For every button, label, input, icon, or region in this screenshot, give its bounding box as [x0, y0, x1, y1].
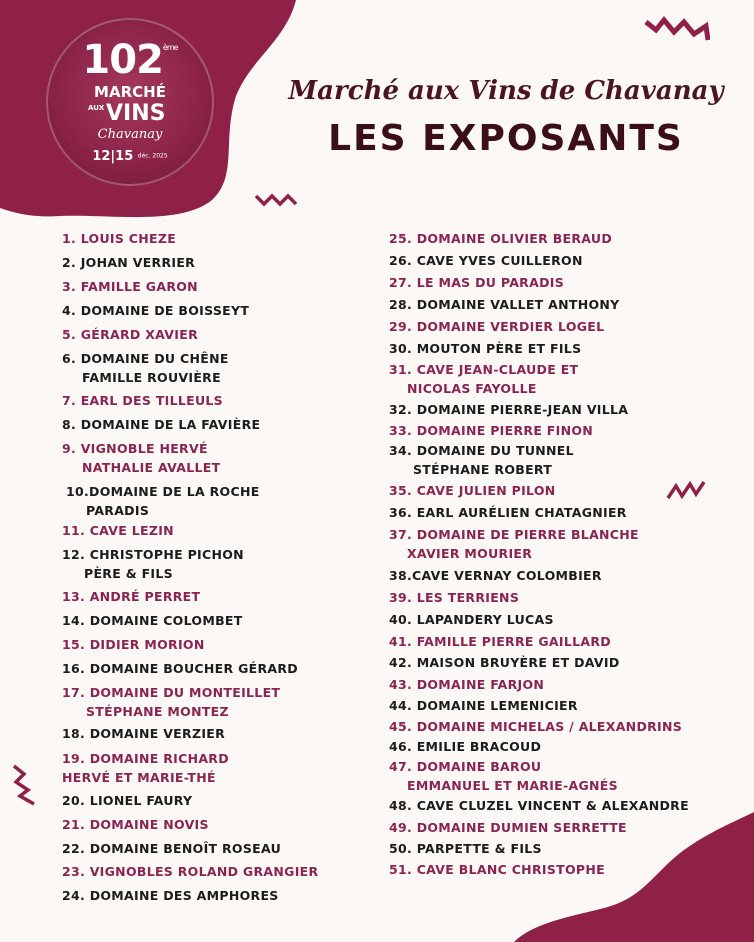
exhibitor-item [62, 521, 174, 540]
exhibitor-name: 27. LE MAS DU PARADIS [389, 275, 565, 290]
exhibitor-item [389, 696, 578, 715]
exhibitor-name: 44. DOMAINE LEMENICIER [389, 698, 578, 713]
exhibitor-name: 9. VIGNOBLE HERVÉ [62, 441, 208, 456]
logo-dates: 12|15 déc. 2025 [92, 149, 168, 164]
exhibitor-name: 45. DOMAINE MICHELAS / ALEXANDRINS [389, 719, 683, 734]
exhibitor-name: 51. CAVE BLANC CHRISTOPHE [389, 862, 605, 877]
exhibitor-item [62, 683, 280, 721]
exhibitor-item [389, 839, 542, 858]
exhibitor-item [389, 273, 564, 292]
exhibitor-item [389, 717, 682, 736]
event-logo [46, 18, 214, 186]
exhibitor-item [389, 610, 554, 629]
exhibitor-name: 22. DOMAINE BENOÎT ROSEAU [62, 841, 282, 856]
zigzag-decoration-middle [254, 192, 298, 210]
exhibitor-name: 16. DOMAINE BOUCHER GÉRARD [62, 661, 298, 676]
zigzag-decoration-right [666, 478, 706, 502]
exhibitor-name: 26. CAVE YVES CUILLERON [389, 253, 583, 268]
exhibitor-name: 29. DOMAINE VERDIER LOGEL [389, 319, 605, 334]
exhibitor-item [62, 587, 200, 606]
logo-place-text: Chavanay [97, 127, 163, 142]
zigzag-decoration-top-right [644, 16, 710, 46]
exhibitor-name: 3. FAMILLE GARON [62, 279, 198, 294]
exhibitor-item [389, 400, 628, 419]
exhibitor-name: 7. EARL DES TILLEULS [62, 393, 223, 408]
exhibitor-name: 36. EARL AURÉLIEN CHATAGNIER [389, 505, 627, 520]
exhibitor-name: 33. DOMAINE PIERRE FINON [389, 423, 594, 438]
exhibitor-name: 8. DOMAINE DE LA FAVIÈRE [62, 417, 261, 432]
exhibitor-name: 31. CAVE JEAN-CLAUDE ET [389, 362, 579, 377]
exhibitor-name: 40. LAPANDERY LUCAS [389, 612, 554, 627]
exhibitor-name: 15. DIDIER MORION [62, 637, 205, 652]
exhibitor-name: 35. CAVE JULIEN PILON [389, 483, 556, 498]
event-script-title: Marché aux Vins de Chavanay [288, 76, 724, 106]
exhibitor-item [389, 481, 556, 500]
exhibitor-item [62, 301, 249, 320]
exhibitor-name: 2. JOHAN VERRIER [62, 255, 196, 270]
exhibitor-name: 21. DOMAINE NOVIS [62, 817, 209, 832]
exhibitor-name: 34. DOMAINE DU TUNNEL [389, 443, 574, 458]
logo-marche-text: MARCHÉ [94, 83, 166, 101]
exhibitor-item [389, 632, 611, 651]
exhibitor-name: 12. CHRISTOPHE PICHON [62, 547, 244, 562]
exhibitor-name: 37. DOMAINE DE PIERRE BLANCHE [389, 527, 639, 542]
exhibitor-name: 4. DOMAINE DE BOISSEYT [62, 303, 250, 318]
exhibitor-item [62, 724, 225, 743]
exhibitor-item [62, 325, 198, 344]
exhibitor-item [62, 862, 318, 881]
exhibitor-name: 11. CAVE LEZIN [62, 523, 174, 538]
exhibitor-item [389, 503, 627, 522]
exhibitor-name: 50. PARPETTE & FILS [389, 841, 542, 856]
exhibitor-name-continued: NICOLAS FAYOLLE [407, 381, 537, 396]
exhibitor-name: 42. MAISON BRUYÈRE ET DAVID [389, 655, 620, 670]
exhibitor-item [389, 737, 541, 756]
exhibitor-item [389, 860, 605, 879]
exhibitor-name: 25. DOMAINE OLIVIER BERAUD [389, 231, 613, 246]
exhibitor-item [62, 886, 279, 905]
exhibitor-name: 10.DOMAINE DE LA ROCHE [66, 484, 260, 499]
exhibitor-item [389, 441, 574, 479]
logo-edition-number: 102ème [82, 37, 178, 83]
exhibitor-name: 5. GÉRARD XAVIER [62, 327, 199, 342]
exhibitor-name-continued: PÈRE & FILS [84, 566, 173, 581]
logo-aux-text: AUX [88, 104, 105, 112]
exhibitor-item [389, 675, 544, 694]
exhibitor-name: 20. LIONEL FAURY [62, 793, 193, 808]
page-title: LES EXPOSANTS [328, 118, 684, 159]
exhibitor-name: 39. LES TERRIENS [389, 590, 520, 605]
exhibitor-name: 41. FAMILLE PIERRE GAILLARD [389, 634, 611, 649]
exhibitor-name-continued: FAMILLE ROUVIÈRE [82, 370, 221, 385]
exhibitor-item [389, 360, 578, 398]
exhibitor-name: 46. EMILIE BRACOUD [389, 739, 542, 754]
exhibitor-name: 28. DOMAINE VALLET ANTHONY [389, 297, 620, 312]
exhibitor-name: 47. DOMAINE BAROU [389, 759, 542, 774]
exhibitor-name-continued: STÉPHANE ROBERT [413, 462, 553, 477]
exhibitor-item [62, 349, 229, 387]
exhibitor-item [389, 818, 627, 837]
exhibitor-item [389, 796, 689, 815]
exhibitor-item [62, 439, 220, 477]
exhibitor-name: 1. LOUIS CHEZE [62, 231, 177, 246]
exhibitor-item [62, 635, 205, 654]
exhibitor-item [62, 839, 281, 858]
exhibitor-item [389, 421, 593, 440]
exhibitor-item [389, 566, 602, 585]
exhibitor-item [62, 545, 244, 583]
exhibitor-name-continued: NATHALIE AVALLET [82, 460, 221, 475]
exhibitor-item [389, 588, 519, 607]
exhibitor-item [389, 317, 604, 336]
exhibitor-name: 6. DOMAINE DU CHÊNE [62, 351, 229, 366]
exhibitor-item [389, 525, 639, 563]
exhibitor-name: 32. DOMAINE PIERRE-JEAN VILLA [389, 402, 629, 417]
exhibitor-name: 14. DOMAINE COLOMBET [62, 613, 243, 628]
exhibitor-item [389, 757, 618, 795]
exhibitor-name: 43. DOMAINE FARJON [389, 677, 545, 692]
exhibitor-name-continued: PARADIS [86, 503, 150, 518]
exhibitor-item [389, 251, 583, 270]
exhibitor-item [389, 653, 620, 672]
exhibitor-item [62, 749, 229, 787]
exhibitor-name: 38.CAVE VERNAY COLOMBIER [389, 568, 602, 583]
exhibitor-item [389, 339, 581, 358]
exhibitor-item [62, 415, 260, 434]
exhibitor-item [62, 229, 176, 248]
exhibitor-name: 23. VIGNOBLES ROLAND GRANGIER [62, 864, 319, 879]
exhibitor-item [62, 611, 243, 630]
exhibitor-name-continued: HERVÉ ET MARIE-THÉ [62, 770, 216, 785]
exhibitor-item [62, 277, 198, 296]
exhibitor-name: 13. ANDRÉ PERRET [62, 589, 201, 604]
logo-vins-text: VINS [106, 101, 166, 126]
exhibitor-name: 19. DOMAINE RICHARD [62, 751, 229, 766]
zigzag-decoration-left [10, 764, 40, 806]
exhibitor-item [62, 815, 209, 834]
exhibitor-name: 17. DOMAINE DU MONTEILLET [62, 685, 281, 700]
exhibitor-item [62, 659, 298, 678]
exhibitor-item [389, 295, 620, 314]
exhibitor-item [62, 791, 192, 810]
exhibitor-item [66, 482, 260, 520]
exhibitor-name-continued: STÉPHANE MONTEZ [86, 704, 229, 719]
exhibitor-name-continued: EMMANUEL ET MARIE-AGNÉS [407, 778, 618, 793]
exhibitor-item [62, 391, 223, 410]
exhibitor-item [389, 229, 612, 248]
exhibitor-name: 30. MOUTON PÈRE ET FILS [389, 341, 582, 356]
exhibitor-item [62, 253, 195, 272]
exhibitor-name: 49. DOMAINE DUMIEN SERRETTE [389, 820, 627, 835]
exhibitor-name-continued: XAVIER MOURIER [407, 546, 533, 561]
exhibitor-name: 48. CAVE CLUZEL VINCENT & ALEXANDRE [389, 798, 689, 813]
exhibitor-name: 18. DOMAINE VERZIER [62, 726, 226, 741]
exhibitor-name: 24. DOMAINE DES AMPHORES [62, 888, 279, 903]
